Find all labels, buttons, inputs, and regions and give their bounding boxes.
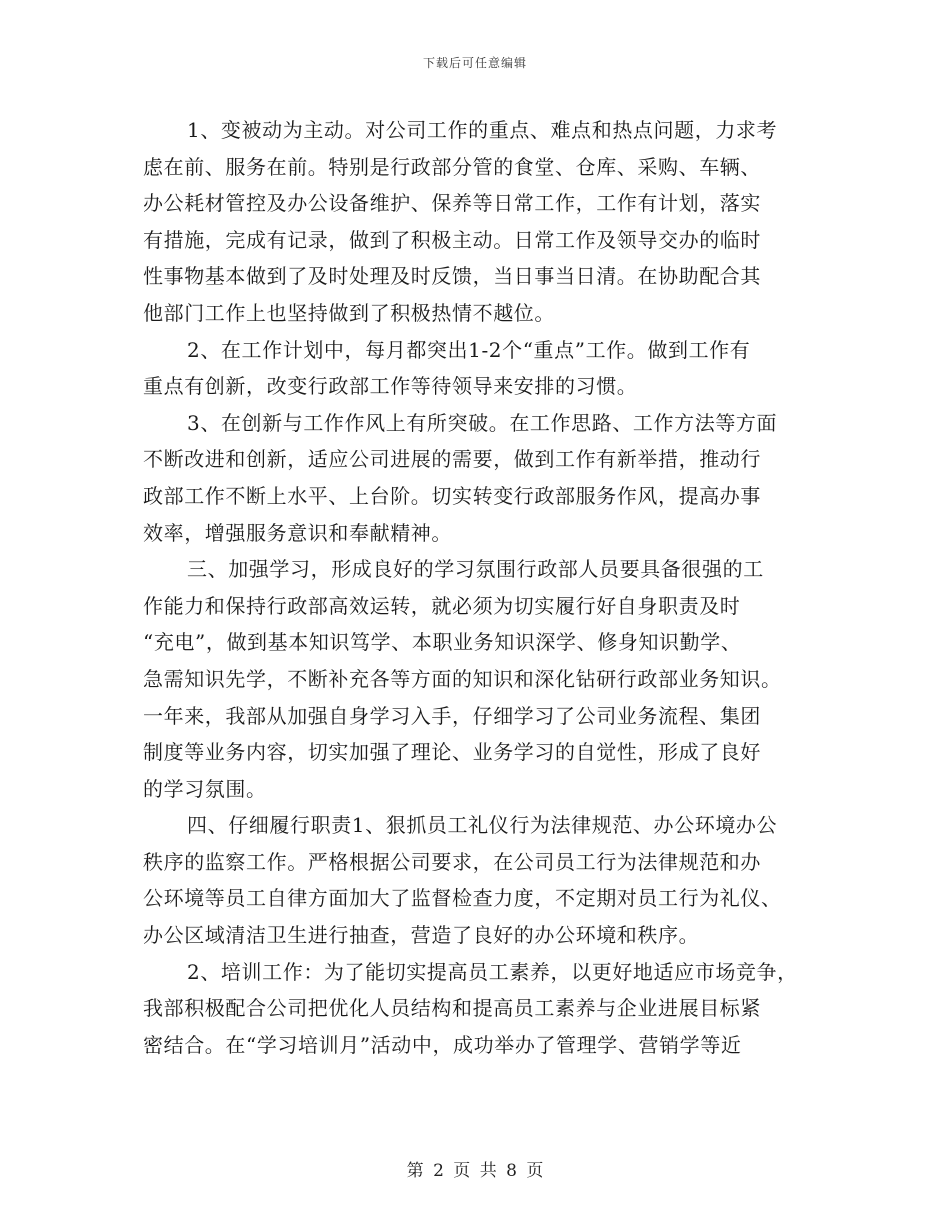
text-line: 1、变被动为主动。对公司工作的重点、难点和热点问题，力求考 — [187, 118, 778, 142]
text-line: “充电”，做到基本知识笃学、本职业务知识深学、修身知识勤学、 — [143, 630, 742, 655]
text-line: 有措施，完成有记录，做到了积极主动。日常工作及领导交办的临时 — [143, 227, 761, 252]
text-line: 制度等业务内容，切实加强了理论、业务学习的自觉性，形成了良好 — [143, 740, 761, 765]
text-line: 我部积极配合公司把优化人员结构和提高员工素养与企业进展目标紧 — [143, 996, 761, 1021]
text-line: 办公区域清洁卫生进行抽查，营造了良好的办公环境和秩序。 — [143, 923, 700, 948]
text-line: 重点有创新，改变行政部工作等待领导来安排的习惯。 — [143, 374, 638, 399]
text-line: 作能力和保持行政部高效运转，就必须为切实履行好自身职责及时 — [143, 593, 741, 618]
text-line: 效率，增强服务意识和奉献精神。 — [143, 520, 452, 545]
text-line: 急需知识先学，不断补充各等方面的知识和深化钻研行政部业务知识。 — [143, 666, 782, 691]
text-line: 的学习氛围。 — [143, 776, 267, 801]
document-body — [143, 112, 813, 1063]
text-line: 虑在前、服务在前。特别是行政部分管的食堂、仓库、采购、车辆、 — [143, 154, 761, 179]
text-line: 3、在创新与工作作风上有所突破。在工作思路、工作方法等方面 — [187, 410, 778, 435]
text-line: 性事物基本做到了及时处理及时反馈，当日事当日清。在协助配合其 — [143, 264, 761, 289]
page-number: 第 2 页 共 8 页 — [406, 1161, 544, 1181]
text-line: 办公耗材管控及办公设备维护、保养等日常工作，工作有计划，落实 — [143, 191, 761, 216]
header-note: 下载后可任意编辑 — [422, 56, 527, 70]
text-line: 2、在工作计划中，每月都突出1-2个“重点”工作。做到工作有 — [187, 337, 751, 362]
text-line: 政部工作不断上水平、上台阶。切实转变行政部服务作风，提高办事 — [143, 483, 761, 508]
text-line: 秩序的监察工作。严格根据公司要求，在公司员工行为法律规范和办 — [143, 849, 761, 874]
text-line: 四、仔细履行职责1、狠抓员工礼仪行为法律规范、办公环境办公 — [187, 813, 778, 838]
text-line: 三、加强学习，形成良好的学习氛围行政部人员要具备很强的工 — [187, 557, 764, 582]
text-line: 一年来，我部从加强自身学习入手，仔细学习了公司业务流程、集团 — [143, 703, 761, 728]
text-line: 不断改进和创新，适应公司进展的需要，做到工作有新举措，推动行 — [143, 447, 761, 472]
text-line: 2、培训工作：为了能切实提高员工素养，以更好地适应市场竞争， — [187, 959, 798, 984]
text-line: 密结合。在“学习培训月”活动中，成功举办了管理学、营销学等近 — [143, 1032, 742, 1057]
text-line: 公环境等员工自律方面加大了监督检查力度，不定期对员工行为礼仪、 — [143, 886, 782, 911]
text-line: 他部门工作上也坚持做到了积极热情不越位。 — [143, 300, 555, 325]
